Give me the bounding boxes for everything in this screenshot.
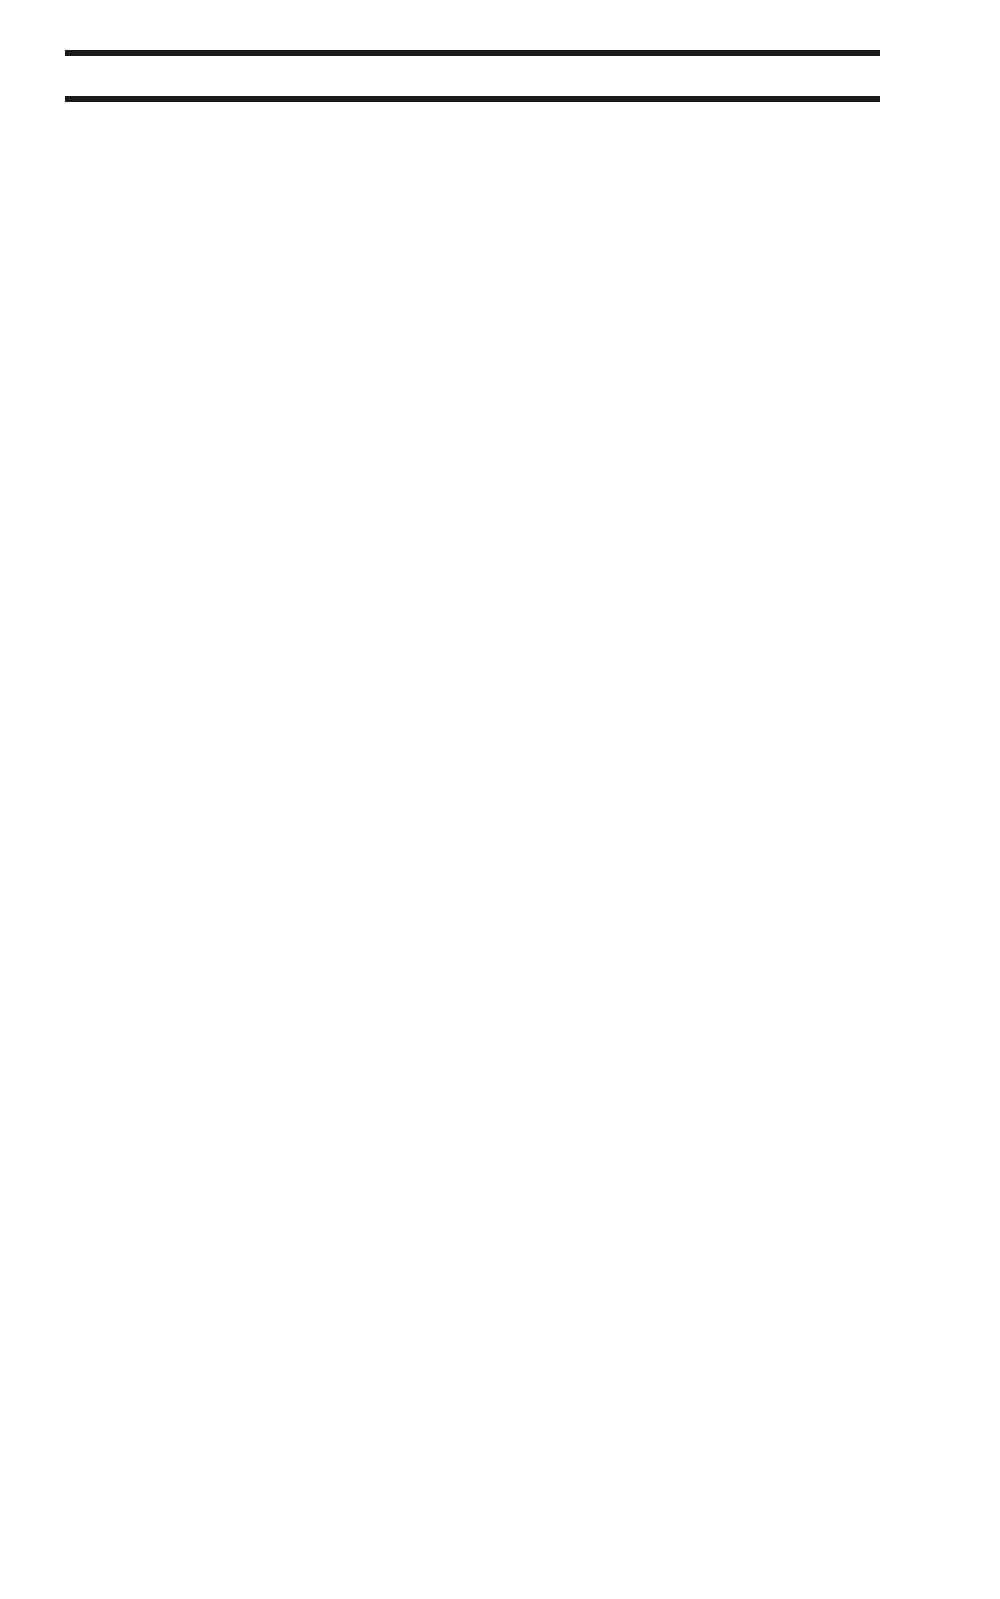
decorative-border-ornament <box>65 48 880 104</box>
